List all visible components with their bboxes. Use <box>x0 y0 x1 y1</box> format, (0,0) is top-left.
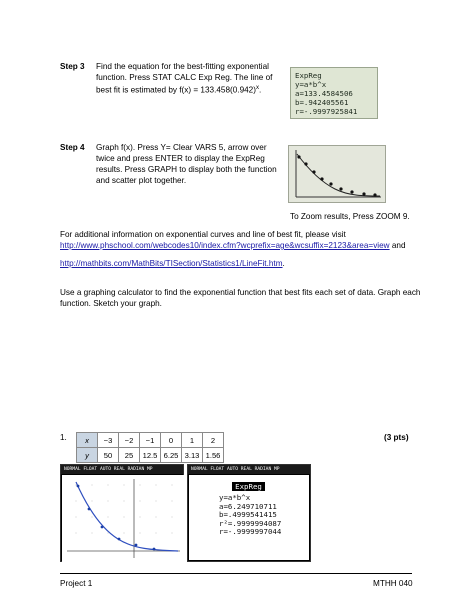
mathbits-link[interactable]: http://mathbits.com/MathBits/TISection/Statistics1/LineFit.htm <box>60 259 283 268</box>
footer-right: MTHH 040 <box>373 579 413 588</box>
x-cell: −3 <box>98 433 119 448</box>
calc-status-bar: NORMAL FLOAT AUTO REAL RADIAN MP <box>61 465 183 474</box>
x-cell: 1 <box>182 433 203 448</box>
instructions-line-1: Use a graphing calculator to find the exponential function that best fits each set of data. Graph each <box>60 288 421 297</box>
additional-line-2: http://www.phschool.com/webcodes10/index.cfm?wcprefix=age&wcsuffix=2123&area=view and <box>60 241 406 250</box>
calc-line: b=.942405561 <box>295 98 349 107</box>
expreg-title: ExpReg <box>232 482 265 491</box>
step3-label: Step 3 <box>60 62 85 71</box>
table-row-x <box>77 433 224 448</box>
step3-line-3: best fit is estimated by $f(x) = 133.458(0.942)^x$. <box>96 85 262 95</box>
expreg-line: r=-.9999997044 <box>219 527 282 537</box>
expreg-calculator-screen <box>290 67 378 119</box>
expreg-results <box>189 475 309 560</box>
additional-line-3: http://mathbits.com/MathBits/TISection/Statistics1/LineFit.htm. <box>60 259 285 268</box>
phschool-link[interactable]: http://www.phschool.com/webcodes10/index.cfm?wcprefix=age&wcsuffix=2123&area=view <box>60 241 390 250</box>
instructions <box>60 287 430 309</box>
step3-line-2: function. Press STAT CALC Exp Reg. The line of <box>96 73 273 82</box>
y-header: y <box>77 448 98 463</box>
scatter-graph-thumbnail <box>288 145 386 203</box>
step3-line-1: Find the equation for the best-fitting exponential <box>96 62 269 71</box>
calculator-expreg-screen <box>187 464 311 562</box>
step4-line-1: Graph f(x). Press Y= Clear VARS 5, arrow over <box>96 143 267 152</box>
problem-points: (3 pts) <box>384 433 409 442</box>
step4-line-4: and scatter plot together. <box>96 176 187 185</box>
x-header: x <box>77 433 98 448</box>
step3-text <box>96 61 286 96</box>
exponential-graph <box>62 475 184 562</box>
calculator-graph-screen <box>60 464 184 562</box>
data-table <box>76 432 224 463</box>
scatter-graph <box>289 146 385 202</box>
problem-number: 1. <box>60 433 67 442</box>
step4-line-2: twice and press ENTER to display the ExpReg <box>96 154 265 163</box>
y-cell: 3.13 <box>182 448 203 463</box>
instructions-line-2: function. Sketch your graph. <box>60 299 162 308</box>
x-cell: 2 <box>203 433 224 448</box>
expreg-line: a=6.249710711 <box>219 501 277 511</box>
zoom-note: To Zoom results, Press ZOOM 9. <box>290 212 410 221</box>
step4-text <box>96 142 291 186</box>
x-cell: 0 <box>161 433 182 448</box>
y-cell: 6.25 <box>161 448 182 463</box>
x-cell: −1 <box>140 433 161 448</box>
step3-exponent: x <box>255 85 259 91</box>
graph-area <box>62 475 182 560</box>
additional-info <box>60 229 420 269</box>
y-cell: 12.5 <box>140 448 161 463</box>
calc-line: a=133.4584506 <box>295 89 353 98</box>
additional-line-1: For additional information on exponential curves and line of best fit, please visit <box>60 230 346 239</box>
expreg-line: y=a*b^x <box>219 493 251 502</box>
step4-label: Step 4 <box>60 143 85 152</box>
calc-line: ExpReg <box>295 71 322 80</box>
y-cell: 1.56 <box>203 448 224 463</box>
calc-line: r=-.9997925841 <box>295 107 358 116</box>
y-cell: 25 <box>119 448 140 463</box>
step4-line-3: results. Press GRAPH to display both the function <box>96 165 277 174</box>
footer-rule <box>60 573 412 574</box>
x-cell: −2 <box>119 433 140 448</box>
table-row-y <box>77 448 224 463</box>
footer-left: Project 1 <box>60 579 93 588</box>
expreg-line: r²=.9999994087 <box>219 518 282 528</box>
expreg-line: b=.4999541415 <box>219 510 277 520</box>
calc-line: y=a*b^x <box>295 80 327 89</box>
calc-status-bar: NORMAL FLOAT AUTO REAL RADIAN MP <box>188 465 310 474</box>
y-cell: 50 <box>98 448 119 463</box>
